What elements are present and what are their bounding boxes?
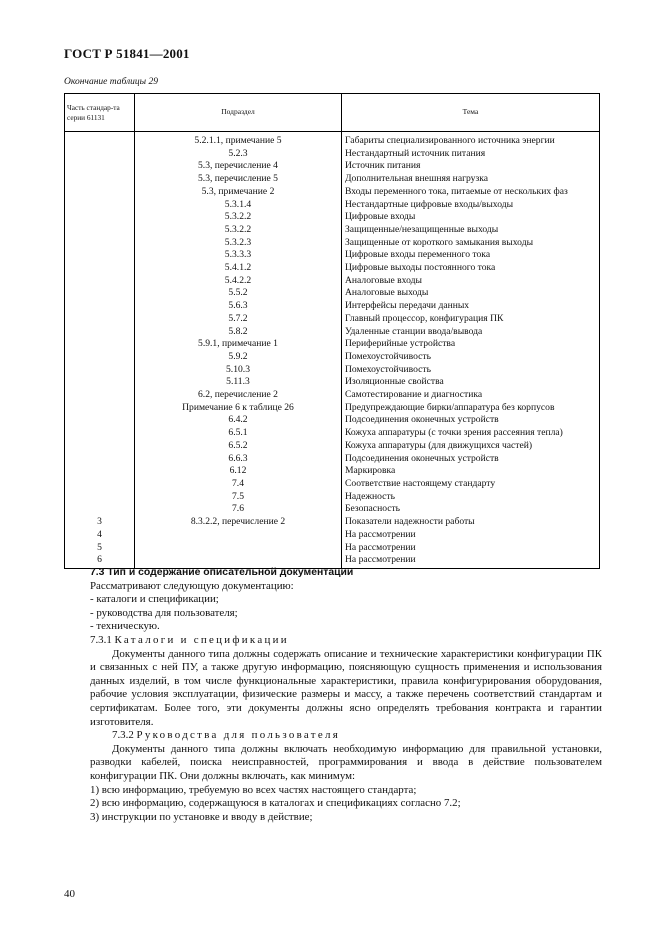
table-row [65,364,600,377]
cell-subsection: 8.3.2.2, перечисление 2 [135,516,342,529]
cell-part [65,173,135,186]
cell-subsection: 5.9.2 [135,351,342,364]
cell-subsection: 5.11.3 [135,376,342,389]
cell-part [65,402,135,415]
table-row [65,262,600,275]
table-row [65,516,600,529]
table-row [65,402,600,415]
cell-subsection: 5.4.2.2 [135,275,342,288]
cell-part [65,186,135,199]
table-row [65,529,600,542]
cell-part [65,211,135,224]
cell-topic: Надежность [342,491,600,504]
cell-topic: Изоляционные свойства [342,376,600,389]
cell-topic: Показатели надежности работы [342,516,600,529]
cell-topic: Главный процессор, конфигурация ПК [342,313,600,326]
cell-subsection: 5.4.1.2 [135,262,342,275]
cell-part: 3 [65,516,135,529]
cell-subsection: 5.10.3 [135,364,342,377]
cell-part [65,249,135,262]
table-row [65,275,600,288]
cell-subsection: 6.5.1 [135,427,342,440]
cell-part [65,338,135,351]
cell-subsection: 5.7.2 [135,313,342,326]
cell-part [65,262,135,275]
cell-subsection: 5.3.2.2 [135,224,342,237]
cell-topic: Входы переменного тока, питаемые от нескольких фаз [342,186,600,199]
list-item: - руководства для пользователя; [90,606,238,619]
cell-topic: Аналоговые выходы [342,287,600,300]
cell-topic: Безопасность [342,503,600,516]
table-row [65,427,600,440]
cell-topic: Габариты специализированного источника энергии [342,132,600,148]
cell-part [65,491,135,504]
cell-topic: Кожуха аппаратуры (с точки зрения рассеяния тепла) [342,427,600,440]
cell-topic: Подсоединения оконечных устройств [342,453,600,466]
cell-topic: Защищенные/незащищенные выходы [342,224,600,237]
cell-subsection: 7.6 [135,503,342,516]
cell-subsection: 5.8.2 [135,326,342,339]
cell-part [65,503,135,516]
cell-subsection: 5.3.1.4 [135,199,342,212]
cell-part: 6 [65,554,135,568]
table-row [65,478,600,491]
list-item: - каталоги и спецификации; [90,593,219,606]
cell-subsection: 5.3, примечание 2 [135,186,342,199]
table-row [65,351,600,364]
cell-topic: Нестандартные цифровые входы/выходы [342,199,600,212]
table-header-row [65,94,600,132]
section-heading: 7.3 Тип и содержание описательной документации [90,567,354,578]
table-row [65,160,600,173]
table-row [65,503,600,516]
cell-topic: Источник питания [342,160,600,173]
cell-part [65,199,135,212]
subsection-text-catalogs: Документы данного типа должны содержать описание и технические характеристики конфигурации ПК и связанных с ней ПУ, а также другую информацию, поясняющую сущность применения и использования данных изделий, в том числе функциональные характеристики, правила конфигурирования оборудования, рабочие условия эксплуатации, физические размеры и массу, а также перечень соответствий стандартам и сертификатам. Более того, эти документы должны ясно определять требования контракта и гарантии изготовителя. [90,647,602,728]
cell-topic: Маркировка [342,465,600,478]
cell-topic: Интерфейсы передачи данных [342,300,600,313]
list-item: - техническую. [90,620,160,633]
cell-part [65,364,135,377]
cell-topic: Нестандартный источник питания [342,148,600,161]
cell-topic: Цифровые входы [342,211,600,224]
reference-table [64,93,600,569]
table-row [65,132,600,148]
page-number: 40 [64,888,75,900]
cell-topic: На рассмотрении [342,554,600,568]
cell-topic: Удаленные станции ввода/вывода [342,326,600,339]
cell-topic: Самотестирование и диагностика [342,389,600,402]
table-row [65,389,600,402]
cell-subsection: 5.3.2.2 [135,211,342,224]
document-header: ГОСТ Р 51841—2001 [64,46,190,61]
table-row [65,465,600,478]
cell-topic: Периферийные устройства [342,338,600,351]
subsection-title: Руководства для пользователя [136,729,340,742]
cell-topic: На рассмотрении [342,542,600,555]
subsection-number: 7.3.1 [90,633,112,646]
table-row [65,237,600,250]
cell-subsection: 5.3, перечисление 4 [135,160,342,173]
cell-part [65,389,135,402]
column-header-subsection: Подраздел [135,94,342,132]
cell-topic: Подсоединения оконечных устройств [342,414,600,427]
table-row [65,440,600,453]
list-item: 3) инструкции по установке и вводу в действие; [90,810,313,823]
cell-part [65,148,135,161]
cell-part [65,287,135,300]
list-item: 2) всю информацию, содержащуюся в каталогах и спецификациях согласно 7.2; [90,797,461,810]
cell-subsection: 5.9.1, примечание 1 [135,338,342,351]
cell-part [65,414,135,427]
table-row [65,326,600,339]
requirements-list [90,784,602,825]
subsection-title: Каталоги и спецификации [114,633,289,646]
cell-subsection: 5.3, перечисление 5 [135,173,342,186]
cell-subsection [135,529,342,542]
subsection-text-manuals: Документы данного типа должны включать необходимую информацию для правильной установки, разводки кабелей, поиска неисправностей, программирования и ввода в действие пользователем конфигурации ПК. Они должны включать, как минимум: [90,742,602,782]
subsection-heading-catalogs [90,634,602,648]
section-7-3 [90,566,602,824]
cell-topic: Предупреждающие бирки/аппаратура без корпусов [342,402,600,415]
cell-part [65,427,135,440]
cell-subsection: 5.2.1.1, примечание 5 [135,132,342,148]
table-row [65,376,600,389]
cell-part [65,160,135,173]
column-header-topic: Тема [342,94,600,132]
table-caption: Окончание таблицы 29 [64,77,158,87]
cell-part [65,300,135,313]
cell-topic: Цифровые выходы постоянного тока [342,262,600,275]
cell-part [65,275,135,288]
cell-subsection: 5.3.2.3 [135,237,342,250]
cell-part: 5 [65,542,135,555]
section-intro: Рассматривают следующую документацию: [90,579,294,592]
cell-subsection: 5.5.2 [135,287,342,300]
cell-subsection: 5.6.3 [135,300,342,313]
cell-topic: Аналоговые входы [342,275,600,288]
cell-subsection [135,542,342,555]
cell-subsection: 5.2.3 [135,148,342,161]
cell-topic: Цифровые входы переменного тока [342,249,600,262]
table-row [65,491,600,504]
cell-topic: Помехоустойчивость [342,364,600,377]
table-row [65,453,600,466]
cell-part [65,313,135,326]
column-header-part: Часть стандар-та серии 61131 [65,94,135,132]
cell-part [65,326,135,339]
cell-part [65,440,135,453]
cell-part [65,478,135,491]
cell-subsection: 7.5 [135,491,342,504]
cell-topic: Соответствие настоящему стандарту [342,478,600,491]
table-body [65,132,600,569]
cell-part [65,224,135,237]
cell-subsection: 5.3.3.3 [135,249,342,262]
table-row [65,414,600,427]
table-row [65,249,600,262]
cell-subsection: 6.5.2 [135,440,342,453]
table-row [65,300,600,313]
subsection-heading-manuals [90,729,602,743]
cell-subsection: 6.6.3 [135,453,342,466]
table-row [65,224,600,237]
table-row [65,148,600,161]
list-item: 1) всю информацию, требуемую во всех частях настоящего стандарта; [90,783,417,796]
cell-subsection: Примечание 6 к таблице 26 [135,402,342,415]
table-row [65,211,600,224]
cell-part [65,351,135,364]
cell-topic: Помехоустойчивость [342,351,600,364]
cell-topic: Защищенные от короткого замыкания выходы [342,237,600,250]
cell-part: 4 [65,529,135,542]
cell-subsection: 7.4 [135,478,342,491]
cell-topic: Кожуха аппаратуры (для движущихся частей) [342,440,600,453]
table-row [65,186,600,199]
table-row [65,199,600,212]
table-row [65,542,600,555]
cell-part [65,465,135,478]
table-row [65,287,600,300]
cell-topic: На рассмотрении [342,529,600,542]
documentation-types-list [90,593,602,634]
table-row [65,173,600,186]
cell-topic: Дополнительная внешняя нагрузка [342,173,600,186]
cell-part [65,376,135,389]
cell-part [65,132,135,148]
cell-part [65,237,135,250]
cell-part [65,453,135,466]
cell-subsection: 6.4.2 [135,414,342,427]
table-row [65,313,600,326]
cell-subsection: 6.2, перечисление 2 [135,389,342,402]
cell-subsection: 6.12 [135,465,342,478]
subsection-number: 7.3.2 [112,729,134,742]
table-row [65,338,600,351]
